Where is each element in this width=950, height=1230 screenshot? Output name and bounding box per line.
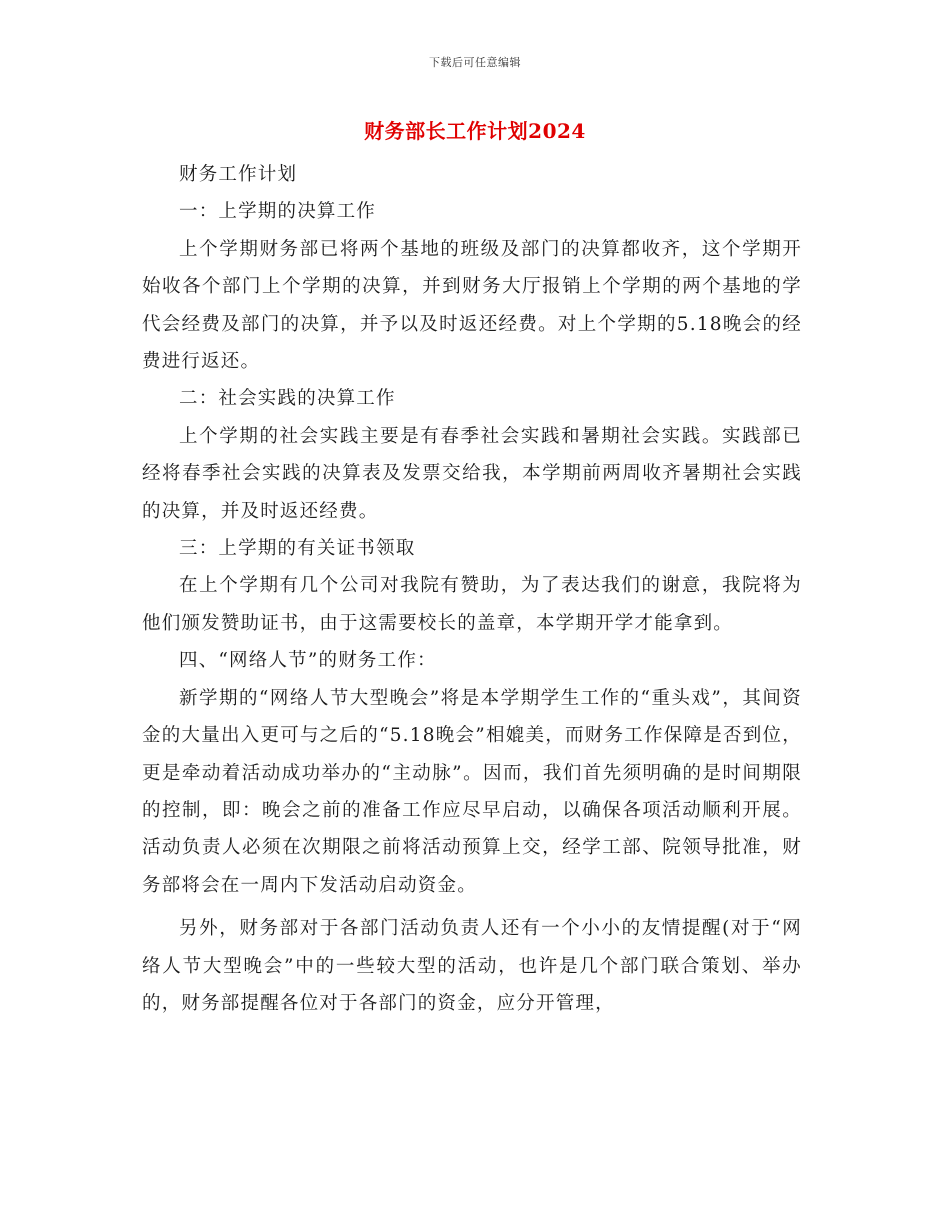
paragraph-section-1-body: 上个学期财务部已将两个基地的班级及部门的决算都收齐，这个学期开始收各个部门上个学期的决算，并到财务大厅报销上个学期的两个基地的学代会经费及部门的决算，并予以及时返还经费。对上个学期的5.18晚会的经费进行返还。 [142, 238, 802, 373]
paragraph-section-2-body: 上个学期的社会实践主要是有春季社会实践和暑期社会实践。实践部已经将春季社会实践的决算表及发票交给我，本学期前两周收齐暑期社会实践的决算，并及时返还经费。 [142, 425, 802, 522]
header-note: 下载后可任意编辑 [429, 56, 521, 69]
paragraph-section-1-heading: 一：上学期的决算工作 [179, 201, 377, 223]
paragraph-section-4-heading: 四、“网络人节”的财务工作： [179, 650, 437, 672]
paragraph-section-2-heading: 二：社会实践的决算工作 [179, 388, 396, 410]
document-title: 财务部长工作计划2024 [364, 119, 586, 143]
paragraph-section-4-body: 新学期的“网络人节大型晚会”将是本学期学生工作的“重头戏”，其间资金的大量出入更可与之后的“5.18晚会”相媲美，而财务工作保障是否到位，更是牵动着活动成功举办的“主动脉”。因而，我们首先须明确的是时间期限的控制，即：晚会之前的准备工作应尽早启动，以确保各项活动顺利开展。活动负责人必须在次期限之前将活动预算上交，经学工部、院领导批准，财务部将会在一周内下发活动启动资金。 [142, 687, 802, 896]
paragraph-plan-heading: 财务工作计划 [179, 164, 298, 185]
paragraph-section-4-note: 另外，财务部对于各部门活动负责人还有一个小小的友情提醒(对于“网络人节大型晚会”中的一些较大型的活动，也许是几个部门联合策划、举办的，财务部提醒各位对于各部门的资金，应分开管理， [142, 918, 802, 1014]
document-body [142, 156, 802, 1022]
paragraph-section-3-body: 在上个学期有几个公司对我院有赞助，为了表达我们的谢意，我院将为他们颁发赞助证书，由于这需要校长的盖章，本学期开学才能拿到。 [142, 575, 802, 634]
paragraph-section-3-heading: 三：上学期的有关证书领取 [179, 538, 416, 560]
